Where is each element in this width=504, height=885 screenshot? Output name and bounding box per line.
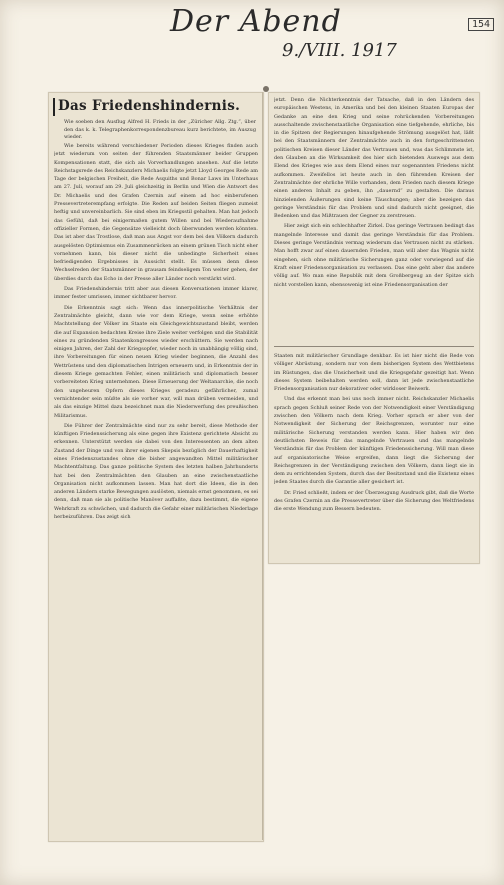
pin-hole xyxy=(263,86,269,92)
right-paragraph: Und das erkennt man bei uns noch immer nicht. Reichskanzler Michaelis sprach gegen Schluß seiner Rede von der Notwendigkeit einer Verständigung zwischen den Völkern nach dem Krieg. Vorher sprach er aber von der Notwendigkeit der Sicherung der Reichsgrenzen, worunter nur eine militärische Sicherung verstanden werden kann. Hier haben wir den deutlichsten Beweis für das mangelnde Vertrauen und das mangelnde Verständnis für das Problem der künftigen Friedenssicherung. Will man diese auf organisatorische Weise ergreifen, dann liegt die Sicherung der Reichsgrenzen in der Verständigung zwischen den Völkern, dann liegt sie in dem zu errichtenden System, durch das der Besitzstand und die Existenz eines jeden Staates durch die Garantie aller gesichert ist. xyxy=(274,396,474,486)
article-byline: Wie soeben den Ausflug Alfred H. Frieds in der „Züricher Allg. Ztg.“, über den das k. k. Telegraphenkorrespondenzbureau kurz berichtete, im Auszug wieder. xyxy=(64,119,256,140)
headline-bar xyxy=(53,98,55,116)
clipping-cut-line xyxy=(274,346,474,347)
article-left-column xyxy=(54,142,258,834)
left-paragraph: Die Führer der Zentralmächte sind nur zu sehr bereit, diese Methode der künftigen Friedenssicherung als eine gegen ihre Existenz gerichtete Absicht zu erkennen. Unterstützt werden sie dabei von den Interessenten an dem alten Zustand der Dinge und von ihrer eigenen Skepsis bezüglich der Dauerhaftigkeit eines Friedenszustandes ohne die bisher angewandten Mittel militärischer Machtentfaltung. Das ganze politische System des letzten halben Jahrhunderts hat bei den Zentralmächten den Glauben an eine zwischenstaatliche Organisation nicht aufkommen lassen. Man hat dort die Ideen, die in den anderen Ländern starke Bewegungen auslösten, niemals ernst genommen, es sei denn, daß man sie als politische Manöver auffaßte, dazu bestimmt, die eigene Wehrkraft zu schwächen, und dadurch die Gefahr einer militärischen Niederlage herbeizuführen. Das zeigt sich xyxy=(54,422,258,521)
handwritten-paper-title: Der Abend xyxy=(170,4,342,39)
article-right-column-top xyxy=(274,96,474,344)
right-paragraph: Hier zeigt sich ein schlechhafter Zirkel. Das geringe Vertrauen bedingt das mangelnde Interesse und damit das geringe Verständnis für das Problem. Dieses geringe Verständnis vermag wiederum das Vertrauen nicht zu stärken. Man hofft zwar auf einen dauernden Frieden, man will aber das Wagnis nicht eingehen, sich ohne militärische Sicherungen ganz oder vorwiegend auf die Kraft einer Friedensorganisation zu verlassen. Das eine geht aber das andere völlig auf. Wo man eine Republik mit dem Großbergeug an der Spitze sich nicht vorstellen kann, ebensowenig ist eine Friedensorganisation der xyxy=(274,223,474,288)
left-paragraph: Die Erkenntnis sagt sich: Wenn das innerpolitische Verhältnis der Zentralmächte gleicht, dann wie vor dem Kriege, wenn seine erhöhte Machtstellung der Völker im Staate ein Gleichgewichtszustand bleibt, werden die auf Expansion bedachten Kreise ihre Ziele weiter verfolgen und die Stabilität eines zu gründenden Staatenkongresses wieder erschüttern. Sie werden nach einigen Jahren, der Zahl der Kriegsopfer, wieder noch in unabhängig völlig sind, ihre Vorbereitungen für einen neuen Krieg wieder beginnen, die Anzahl des Wettrüstens und den diplomatischen Intrigen erneuern und, in Erkenntnis der in diesem Kriege gemachten Fehler, einen militärisch und diplomatisch besser vorbereiteten Krieg unternehmen. Diese Erneuerung der Weltanarchie, die noch den ungeheuren Opfern dieses Krieges geradezu gefährlicher, zumal vernichtender sein müßte als sie vorher war, will man drüben vermeiden, und als das einzige Mittel dazu bezeichnet man die Niederwerfung des preußischen Militarismus. xyxy=(54,304,258,419)
article-headline: Das Friedenshindernis. xyxy=(58,98,241,114)
right-paragraph: Staaten mit militärischer Grundlage denkbar. Es ist hier nicht die Rede von völliger Abrüstung, sondern nur von dem bisherigen System des Wettbietens im Rüstungen, das die Unsicherheit und die Kriegsgefahr gezeitigt hat. Wenn dieses System beibehalten werden soll, dann ist jede zwischenstaatliche Friedensorganisation nur dekorativer oder wirkloser Beiwerk. xyxy=(274,353,474,393)
headline-block xyxy=(58,98,256,118)
archive-number-stamp: 154 xyxy=(468,18,494,31)
column-rule xyxy=(262,92,263,840)
left-paragraph: Das Friedenshindernis tritt aber aus diesen Konversationen immer klarer, immer fester umrissen, immer sichtbarer hervor. xyxy=(54,286,258,301)
left-paragraph: Wie bereits während verschiedener Perioden dieses Krieges finden auch jetzt wiederum von seiten der führenden Staatsmänner beider Gruppen Kompensationen statt, die sich als Vorverhandlungen ansehen. Auf die letzte Reichstagsrede des Reichskanzlers Michaelis folgte jetzt Lloyd Georges Rede am Tage der belgischen Freiheit, die Rede Asquiths und Bonar Laws im Unterhaus am 27. Juli, worauf am 29. Juli gleichzeitig in Berlin und Wien die Antwort des Dr. Michaelis und des Grafen Czernin auf einem ad hoc einberufenen Pressevertreterempfang erfolgte. Die Reden auf beiden Seiten fliegen zumeist heftig und unvereinbarlich. Sie sind eben im Kriegsstil gehalten. Man hat jedoch das Gefühl, daß bei einigermaßen gutem Willen und bei Wiederaufnahme offizieller Formen, die Gegensätze vielleicht doch überwunden werden könnten. Das ist aber das Trostlose, daß man aus Angst vor dem bei den Völkern dadurch ausgelösten Optimismus ein Zusammenrücken an einem grünen Tisch nicht eher vornehmen kann, bis dieser nicht die unbedingte Sicherheit eines befriedigenden Ergebnisses in Aussicht stellt. Es müssen denn diese Wechselreden der Staatsmänner in grausam feindseligem Ton weiter gehen, der überdies durch das Echo in der Presse aller Länder noch verstärkt wird. xyxy=(54,143,258,282)
right-paragraph: jetzt. Denn die Nichterkenntnis der Tatsache, daß in den Ländern des europäischen Westens, in Amerika und bei den kleinen Staaten Europas der Gedanke an eine den Krieg und seine rohrückenden Vorbereitungen ausschaltende zwischenstaatliche Organisation eine tiefgehende, ehrliche, bis in die Spitzen der Regierungen hinaufgehende Strömung ausgelöst hat, läßt bei den Staatsmännern der Zentralmächte auch in den fortgeschrittensten politischen Kreisen dieser Länder das Vertrauen und, was das Schlimmste ist, den Glauben an die Wirksamkeit des hier sich bietenden Auswegs aus dem Elend des Krieges wie aus dem Elend eines nur sogenannten Friedens nicht aufkommen. Zweifellos ist heute auch in den führenden Kreisen der Zentralmächte der ehrliche Wille vorhanden, dem Frieden nach diesem Kriege einen anderen Inhalt zu geben, ihn „dauernd“ zu gestalten. Die daraus hinzielenden Äußerungen sind keine Täuschungen; aber die bezeigen das geringe Verständnis für das Problem und sind dadurch nicht geeignet, die Bedenken und das Mißtrauen der Gegner zu zerstreuen. xyxy=(274,97,474,220)
right-paragraph: Dr. Fried schließt, indem er der Überzeugung Ausdruck gibt, daß die Worte des Grafen Czernin an die Pressevertreter über die Sicherung des Weltfriedens die erste Wendung zum Bessern bedeuten. xyxy=(274,489,474,513)
handwritten-date: 9./VIII. 1917 xyxy=(282,40,397,61)
article-right-column-bottom xyxy=(274,352,474,558)
